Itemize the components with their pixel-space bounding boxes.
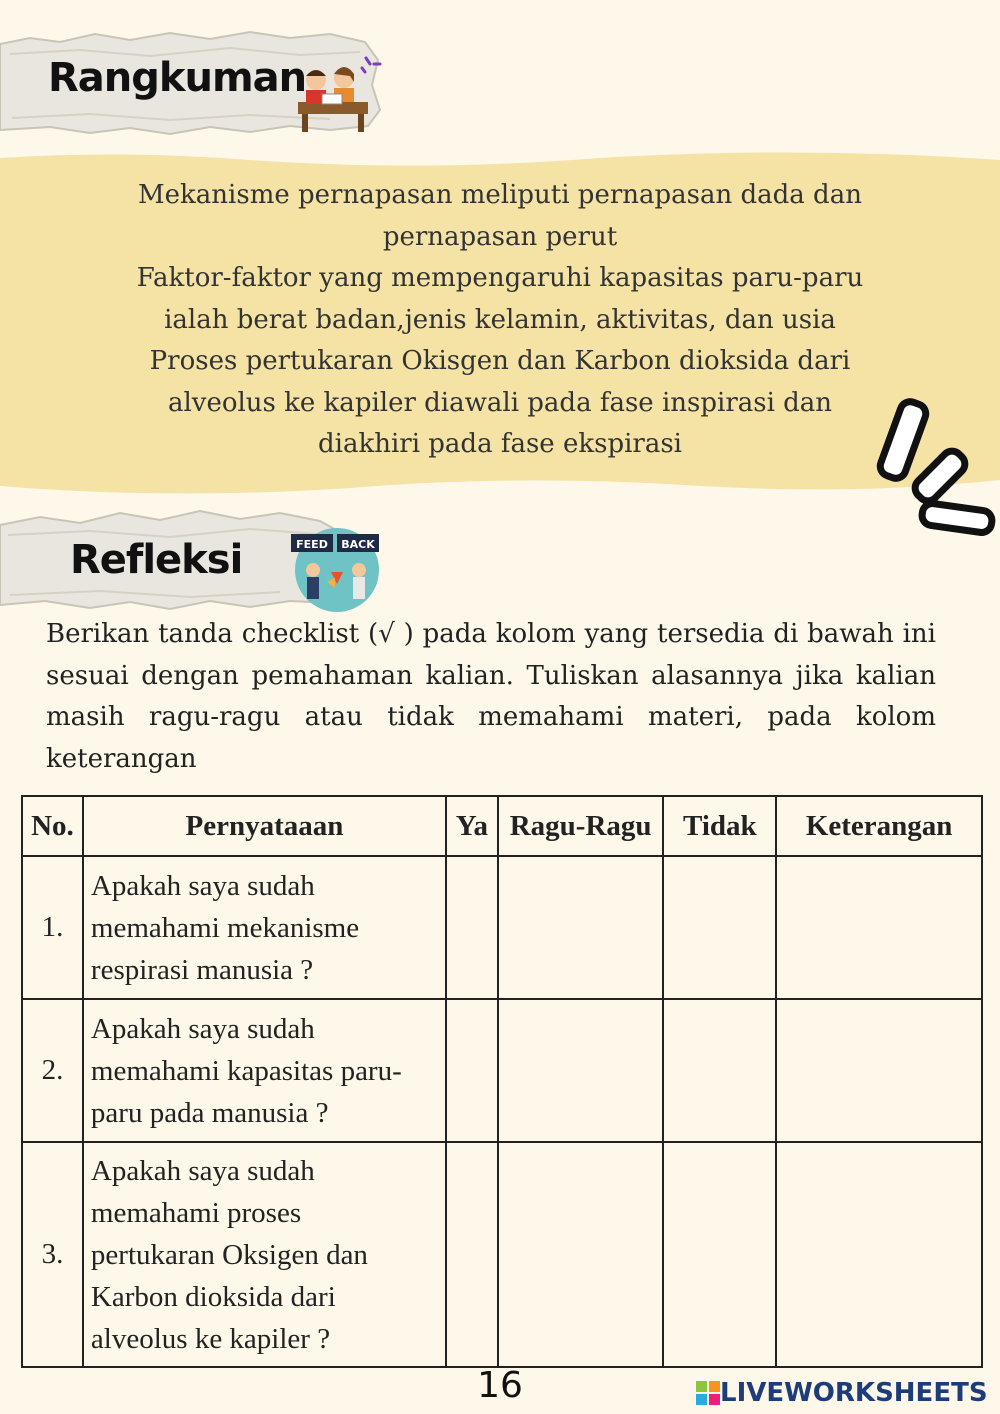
feedback-icon xyxy=(287,522,383,614)
summary-text xyxy=(120,175,880,466)
page-number: 16 xyxy=(477,1365,523,1406)
checkbox-cell-yes[interactable] xyxy=(446,856,498,999)
checkbox-cell-unsure[interactable] xyxy=(498,999,664,1142)
checkbox-cell-yes[interactable] xyxy=(446,999,498,1142)
table-header-row xyxy=(22,796,982,856)
summary-line: Proses pertukaran Okisgen dan Karbon dioksida dari xyxy=(149,346,851,376)
brand-text: LIVEWORKSHEETS xyxy=(720,1378,988,1408)
summary-line: alveolus ke kapiler diawali pada fase inspirasi dan xyxy=(167,387,833,418)
liveworksheets-brand[interactable] xyxy=(696,1378,988,1408)
header-yes: Ya xyxy=(446,796,498,856)
header-no-answer: Tidak xyxy=(663,796,776,856)
statement-line: pertukaran Oksigen dan xyxy=(90,1238,368,1271)
notes-cell[interactable] xyxy=(776,999,982,1142)
checkbox-cell-no[interactable] xyxy=(663,856,776,999)
statement-line: memahami kapasitas paru- xyxy=(90,1054,402,1087)
table-row xyxy=(22,999,982,1142)
reflection-title: Refleksi xyxy=(70,537,243,583)
header-statement: Pernyataaan xyxy=(83,796,446,856)
checkbox-cell-unsure[interactable] xyxy=(498,856,664,999)
checkbox-cell-yes[interactable] xyxy=(446,1142,498,1367)
row-statement xyxy=(83,1142,446,1367)
statement-line: Apakah saya sudah xyxy=(90,1154,315,1187)
checkbox-cell-no[interactable] xyxy=(663,1142,776,1367)
feedback-badge-word: BACK xyxy=(341,538,375,551)
statement-line: memahami mekanisme xyxy=(90,911,360,944)
statement-line: respirasi manusia ? xyxy=(90,953,314,986)
table-row xyxy=(22,856,982,999)
checkbox-cell-unsure[interactable] xyxy=(498,1142,664,1367)
students-reading-icon xyxy=(292,52,387,134)
row-statement xyxy=(83,999,446,1142)
summary-line: ialah berat badan,jenis kelamin, aktivitas, dan usia xyxy=(164,304,836,335)
row-number: 2. xyxy=(22,999,83,1142)
summary-line: diakhiri pada fase ekspirasi xyxy=(318,429,682,459)
statement-line: Apakah saya sudah xyxy=(90,869,315,902)
notes-cell[interactable] xyxy=(776,856,982,999)
header-notes: Keterangan xyxy=(776,796,982,856)
liveworksheets-logo-icon xyxy=(696,1381,720,1405)
header-unsure: Ragu-Ragu xyxy=(498,796,664,856)
statement-line: memahami proses xyxy=(90,1196,302,1229)
header-no: No. xyxy=(22,796,83,856)
row-statement xyxy=(83,856,446,999)
row-number: 1. xyxy=(22,856,83,999)
exclamation-strokes-icon xyxy=(870,395,1000,545)
summary-title: Rangkuman xyxy=(48,55,307,101)
summary-line: Mekanisme pernapasan meliputi pernapasan dada dan xyxy=(138,180,862,210)
table-row xyxy=(22,1142,982,1367)
statement-line: alveolus ke kapiler ? xyxy=(90,1322,331,1355)
reflection-instruction: Berikan tanda checklist (√ ) pada kolom yang tersedia di bawah ini sesuai dengan pemahaman kalian. Tuliskan alasannya jika kalian masih ragu-ragu atau tidak memahami materi, pada kolom keterangan xyxy=(46,619,936,774)
statement-line: Apakah saya sudah xyxy=(90,1012,315,1045)
row-number: 3. xyxy=(22,1142,83,1367)
summary-line: Faktor-faktor yang mempengaruhi kapasitas paru-paru xyxy=(136,263,864,293)
statement-line: paru pada manusia ? xyxy=(90,1096,329,1129)
reflection-table xyxy=(21,795,983,1368)
feedback-badge-word: FEED xyxy=(296,538,328,551)
summary-line: pernapasan perut xyxy=(382,221,618,252)
checkbox-cell-no[interactable] xyxy=(663,999,776,1142)
notes-cell[interactable] xyxy=(776,1142,982,1367)
statement-line: Karbon dioksida dari xyxy=(90,1280,336,1313)
